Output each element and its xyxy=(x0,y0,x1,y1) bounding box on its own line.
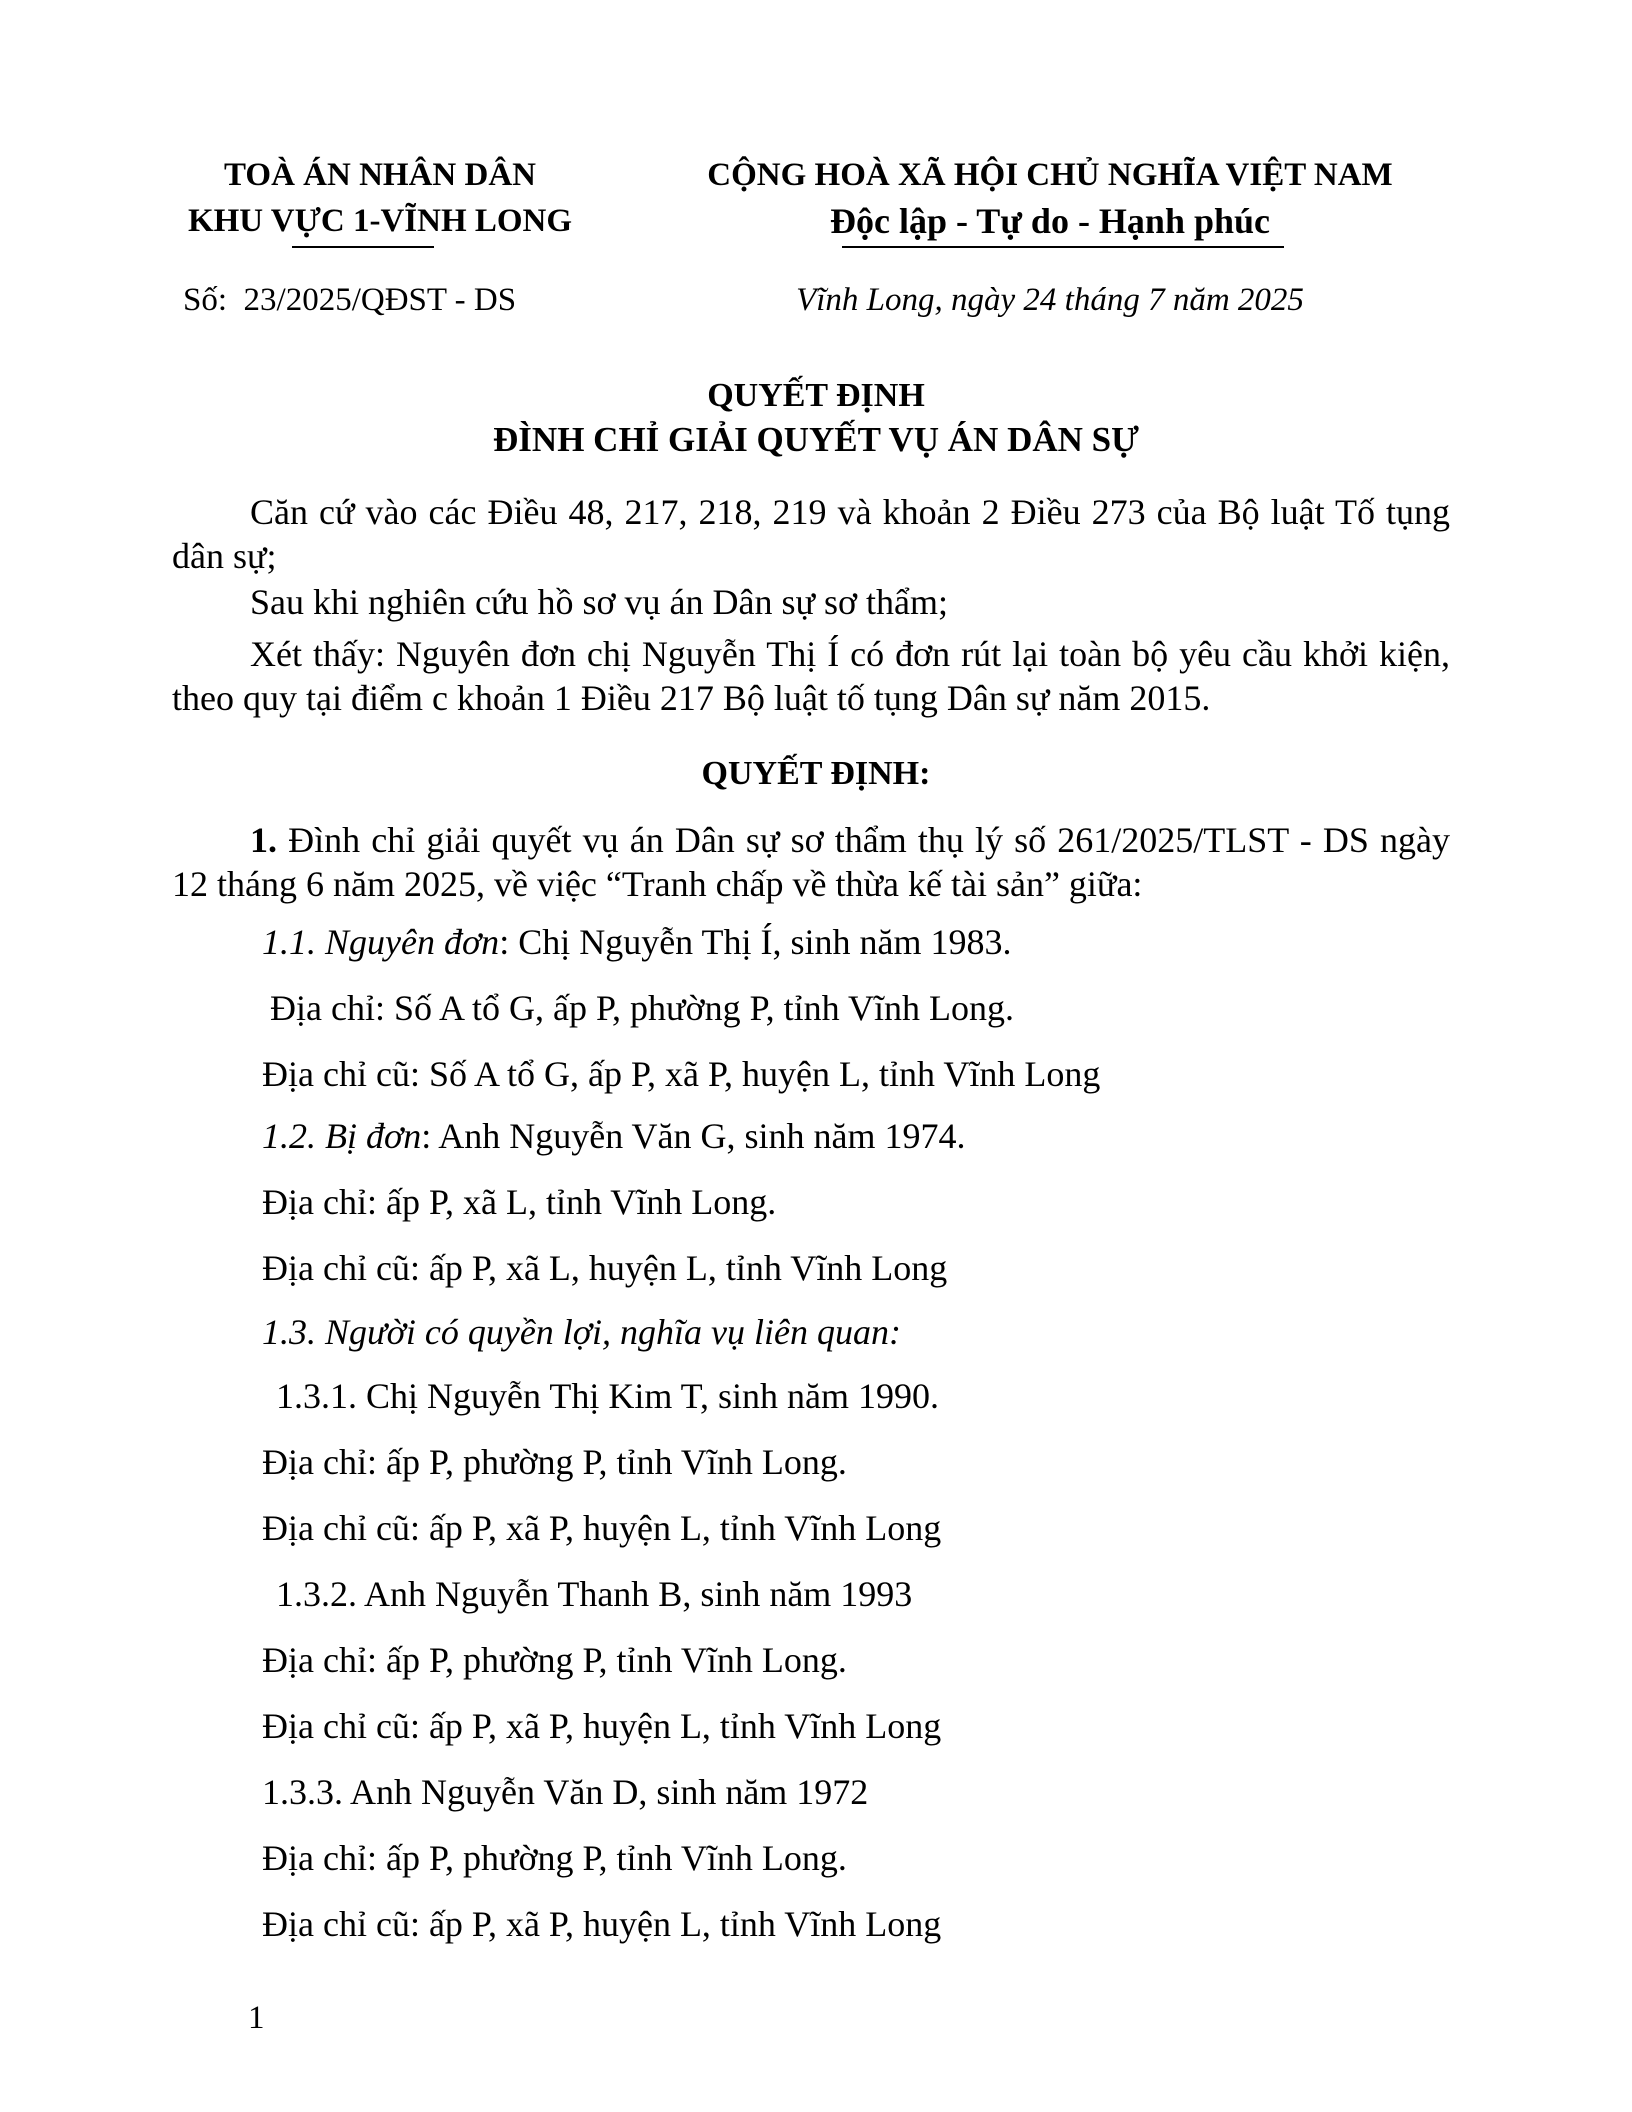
related-person-2-old-address: Địa chỉ cũ: ấp P, xã P, huyện L, tỉnh Vĩnh Long xyxy=(262,1706,942,1746)
related-person-2-address: Địa chỉ: ấp P, phường P, tỉnh Vĩnh Long. xyxy=(262,1640,847,1680)
court-name: TOÀ ÁN NHÂN DÂN xyxy=(224,157,536,193)
plaintiff-text: : Chị Nguyễn Thị Í, sinh năm 1983. xyxy=(499,922,1012,962)
item-number: 1. xyxy=(250,820,277,860)
defendant-old-address: Địa chỉ cũ: ấp P, xã L, huyện L, tỉnh Vĩnh Long xyxy=(262,1248,948,1288)
related-person-2-name: 1.3.2. Anh Nguyễn Thanh B, sinh năm 1993 xyxy=(276,1574,913,1614)
related-person-1-name: 1.3.1. Chị Nguyễn Thị Kim T, sinh năm 1990. xyxy=(276,1376,939,1416)
defendant-line xyxy=(262,1114,966,1158)
defendant-text: : Anh Nguyễn Văn G, sinh năm 1974. xyxy=(421,1116,966,1156)
document-number: Số: 23/2025/QĐST - DS xyxy=(183,282,517,318)
plaintiff-address: Địa chỉ: Số A tổ G, ấp P, phường P, tỉnh Vĩnh Long. xyxy=(270,988,1014,1028)
related-person-1-address: Địa chỉ: ấp P, phường P, tỉnh Vĩnh Long. xyxy=(262,1442,847,1482)
related-person-3-address: Địa chỉ: ấp P, phường P, tỉnh Vĩnh Long. xyxy=(262,1838,847,1878)
related-person-3-old-address: Địa chỉ cũ: ấp P, xã P, huyện L, tỉnh Vĩnh Long xyxy=(262,1904,942,1944)
related-colon: : xyxy=(888,1312,901,1352)
review-paragraph: Sau khi nghiên cứu hồ sơ vụ án Dân sự sơ thẩm; xyxy=(250,582,949,622)
plaintiff-old-address: Địa chỉ cũ: Số A tổ G, ấp P, xã P, huyện L, tỉnh Vĩnh Long xyxy=(262,1054,1101,1094)
country-name: CỘNG HOÀ XÃ HỘI CHỦ NGHĨA VIỆT NAM xyxy=(707,157,1393,193)
plaintiff-label: 1.1. Nguyên đơn xyxy=(262,922,500,962)
national-motto: Độc lập - Tự do - Hạnh phúc xyxy=(829,201,1271,241)
document-date: Vĩnh Long, ngày 24 tháng 7 năm 2025 xyxy=(796,282,1304,318)
item-text: Đình chỉ giải quyết vụ án Dân sự sơ thẩm thụ lý số 261/2025/TLST - DS ngày 12 tháng 6 năm 2025, về việc “Tranh chấp về thừa kế tài sản” giữa: xyxy=(172,820,1450,904)
national-heading-block xyxy=(660,152,1440,244)
decision-item-1 xyxy=(172,818,1450,906)
finding-paragraph: Xét thấy: Nguyên đơn chị Nguyễn Thị Í có đơn rút lại toàn bộ yêu cầu khởi kiện, theo quy tại điểm c khoản 1 Điều 217 Bộ luật tố tụng Dân sự năm 2015. xyxy=(172,634,1450,718)
related-label: 1.3. Người có quyền lợi, nghĩa vụ liên quan xyxy=(262,1312,889,1352)
document-title: QUYẾT ĐỊNH xyxy=(707,377,925,414)
court-underline xyxy=(292,246,434,248)
defendant-label: 1.2. Bị đơn xyxy=(262,1116,422,1156)
plaintiff-line xyxy=(262,920,1012,964)
page-number: 1 xyxy=(248,2000,265,2036)
defendant-address: Địa chỉ: ấp P, xã L, tỉnh Vĩnh Long. xyxy=(262,1182,777,1222)
legal-basis-paragraph: Căn cứ vào các Điều 48, 217, 218, 219 và khoản 2 Điều 273 của Bộ luật Tố tụng dân sự; xyxy=(172,492,1450,576)
document-subtitle: ĐÌNH CHỈ GIẢI QUYẾT VỤ ÁN DÂN SỰ xyxy=(493,420,1139,459)
related-person-1-old-address: Địa chỉ cũ: ấp P, xã P, huyện L, tỉnh Vĩnh Long xyxy=(262,1508,942,1548)
court-region: KHU VỰC 1-VĨNH LONG xyxy=(187,203,573,239)
related-parties-heading xyxy=(262,1310,901,1354)
motto-underline xyxy=(842,246,1284,248)
decision-heading: QUYẾT ĐỊNH: xyxy=(701,755,931,792)
court-name-block xyxy=(140,152,620,244)
related-person-3-name: 1.3.3. Anh Nguyễn Văn D, sinh năm 1972 xyxy=(262,1772,869,1812)
